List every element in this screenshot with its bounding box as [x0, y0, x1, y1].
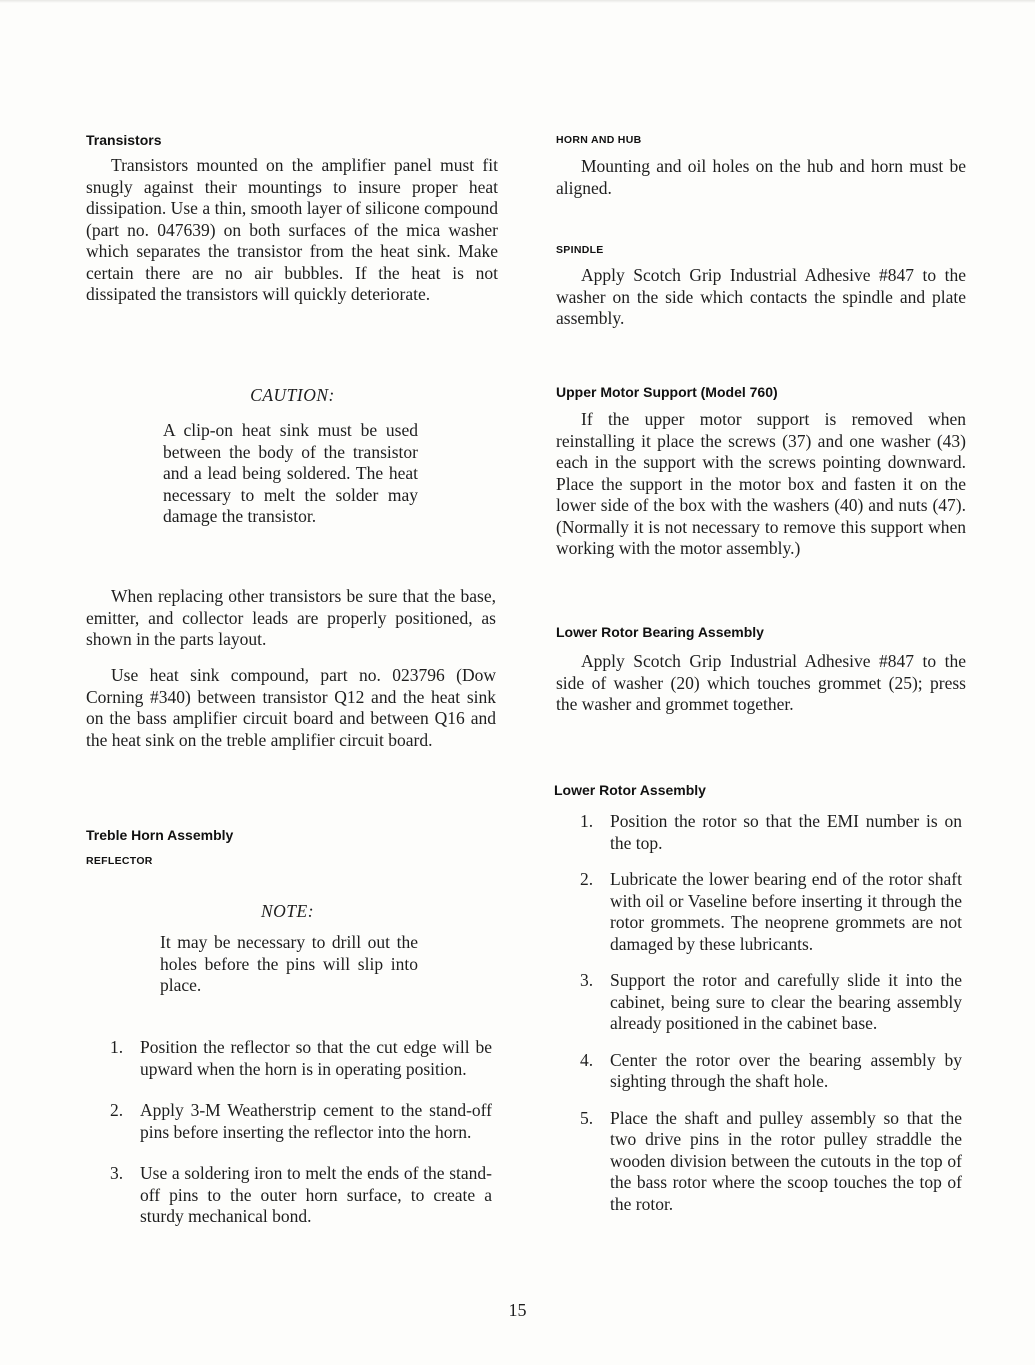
spindle-text: Apply Scotch Grip Industrial Adhesive #847 to the washer on the side which contacts the spindle and plate assembly.	[556, 265, 966, 328]
transistors-paragraph: Transistors mounted on the amplifier panel must fit snugly against their mountings to insure proper heat dissipation. Use a thin, smooth layer of silicone compound (part no. 047639) on both surfaces of the mica washer which separates the transistor from the heat sink. Make certain there are no air bubbles. If the heat is not dissipated the transistors will quickly deteriorate.	[86, 155, 498, 304]
list-item	[580, 1108, 962, 1216]
step-text: Place the shaft and pulley assembly so that the two drive pins in the rotor pulley straddle the wooden division between the cutouts in the top of the bass rotor where the scoop touches the top of the rotor.	[610, 1107, 962, 1214]
upper-motor-text: If the upper motor support is removed when reinstalling it place the screws (37) and one washer (43) each in the support with the screws pointing downward. Place the support in the motor box and fasten it on the lower side of the box with the washers (40) and nuts (47). (Normally it is not necessary to remove this support when working with the motor assembly.)	[556, 409, 966, 558]
lower-bearing-text: Apply Scotch Grip Industrial Adhesive #847 to the side of washer (20) which touches grommet (25); press the washer and grommet together.	[556, 651, 966, 714]
list-item	[110, 1100, 492, 1143]
step-number: 5.	[580, 1107, 594, 1128]
step-number: 1.	[580, 811, 594, 831]
caution-title: CAUTION:	[250, 385, 335, 405]
list-item	[580, 1050, 962, 1093]
step-number: 2.	[580, 869, 594, 889]
page-number: 15	[508, 1300, 527, 1320]
step-text: Center the rotor over the bearing assembly by sighting through the shaft hole.	[610, 1049, 962, 1091]
step-number: 1.	[110, 1037, 124, 1057]
step-text: Apply 3-M Weatherstrip cement to the stand-off pins before inserting the reflector into the horn.	[140, 1100, 492, 1142]
reflector-steps	[110, 1037, 492, 1228]
step-number: 3.	[580, 970, 594, 990]
note-text: It may be necessary to drill out the holes before the pins will slip into place.	[160, 932, 418, 995]
step-number: 2.	[110, 1100, 124, 1120]
note-title: NOTE:	[260, 901, 315, 921]
upper-motor-heading: Upper Motor Support (Model 760)	[556, 384, 778, 400]
lower-rotor-heading: Lower Rotor Assembly	[554, 782, 706, 798]
step-text: Support the rotor and carefully slide it into the cabinet, being sure to clear the bearing assembly already positioned in the cabinet base.	[610, 970, 962, 1033]
spindle-heading: SPINDLE	[556, 244, 604, 256]
lower-rotor-steps	[580, 811, 962, 1215]
list-item	[110, 1163, 492, 1228]
lower-bearing-heading: Lower Rotor Bearing Assembly	[556, 624, 764, 640]
step-text: Lubricate the lower bearing end of the rotor shaft with oil or Vaseline before inserting it through the rotor grommets. The neoprene grommets are not damaged by these lubricants.	[610, 869, 962, 954]
reflector-subheading: REFLECTOR	[86, 855, 153, 867]
list-item	[580, 811, 962, 854]
list-item	[580, 970, 962, 1035]
heat-sink-paragraph: Use heat sink compound, part no. 023796 (Dow Corning #340) between transistor Q12 and the heat sink on the bass amplifier circuit board and between Q16 and the heat sink on the treble amplifier circuit board.	[86, 665, 496, 750]
step-text: Position the reflector so that the cut edge will be upward when the horn is in operating position.	[140, 1037, 492, 1079]
list-item	[110, 1037, 492, 1080]
horn-hub-text: Mounting and oil holes on the hub and horn must be aligned.	[556, 156, 966, 198]
list-item	[580, 869, 962, 955]
horn-hub-heading: HORN AND HUB	[556, 134, 642, 146]
step-number: 4.	[580, 1049, 594, 1070]
page-edge	[0, 0, 1035, 3]
replacing-paragraph: When replacing other transistors be sure that the base, emitter, and collector leads are properly positioned, as shown in the parts layout.	[86, 586, 496, 649]
transistors-heading: Transistors	[86, 132, 162, 148]
step-number: 3.	[110, 1163, 124, 1183]
caution-text: A clip-on heat sink must be used between the body of the transistor and a lead being soldered. The heat necessary to melt the solder may damage the transistor.	[163, 420, 418, 526]
step-text: Use a soldering iron to melt the ends of the stand-off pins to the outer horn surface, to create a sturdy mechanical bond.	[140, 1163, 492, 1226]
treble-horn-heading: Treble Horn Assembly	[86, 827, 234, 843]
step-text: Position the rotor so that the EMI number is on the top.	[610, 811, 962, 853]
